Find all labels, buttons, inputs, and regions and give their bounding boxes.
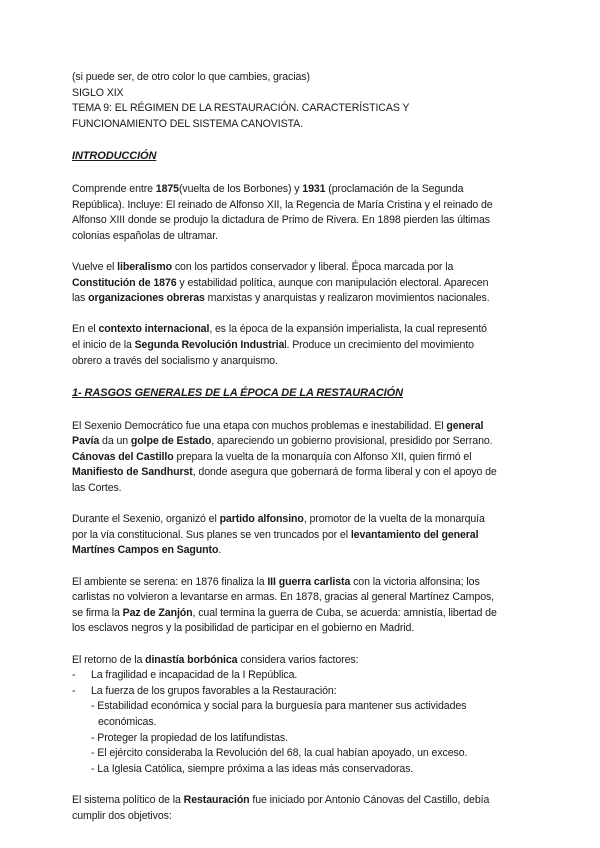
sublist-item: - La Iglesia Católica, siempre próxima a las ideas más conservadoras.	[91, 762, 414, 775]
document-page	[72, 70, 542, 824]
intro-heading: INTRODUCCIÓN	[72, 150, 157, 163]
section1-paragraph-5: El sistema político de la Restauración fue iniciado por Antonio Cánovas del Castillo, debía cumplir dos objetivos:	[72, 793, 490, 822]
favorable-groups-sublist	[72, 699, 542, 777]
sublist-item: - Proteger la propiedad de los latifundistas.	[91, 731, 288, 744]
list-item: - La fuerza de los grupos favorables a la Restauración:	[72, 684, 542, 700]
intro-paragraph-2: Vuelve el liberalismo con los partidos conservador y liberal. Época marcada por la Constitución de 1876 y estabilidad política, aunque con manipulación electoral. Aparecen las organizaciones obreras marxistas y anarquistas y realizaron movimientos nacionales.	[72, 260, 490, 305]
section1-paragraph-1: El Sexenio Democrático fue una etapa con muchos problemas e inestabilidad. El general Pavía da un golpe de Estado, apareciendo un gobierno provisional, presidido por Serrano. Cánovas del Castillo prepara la vuelta de la monarquía con Alfonso XII, quien firmó el Manifiesto de Sandhurst, donde asegura que gobernará de forma liberal y con el apoyo de las Cortes.	[72, 419, 497, 495]
section1-paragraph-2: Durante el Sexenio, organizó el partido alfonsino, promotor de la vuelta de la monarquía por la vía constitucional. Sus planes se ven truncados por el levantamiento del general Martínes Campos en Sagunto.	[72, 513, 485, 557]
sublist-item: - Estabilidad económica y social para la burguesía para mantener sus actividades	[91, 700, 467, 713]
section1-paragraph-4: El retorno de la dinastía borbónica considera varios factores:	[72, 653, 359, 666]
intro-paragraph-1: Comprende entre 1875(vuelta de los Borbones) y 1931 (proclamación de la Segunda República). Incluye: El reinado de Alfonso XII, la Regencia de María Cristina y el reinado de Alfonso XIII donde se produjo la dictadura de Primo de Rivera. En 1898 pierden las últimas colonias españolas de ultramar.	[72, 182, 493, 242]
list-item: - La fragilidad e incapacidad de la I República.	[72, 668, 542, 684]
sublist-item: - El ejército consideraba la Revolución del 68, la cual habían apoyado, un exceso.	[91, 747, 468, 760]
header-block	[72, 70, 542, 132]
factors-list	[72, 668, 542, 699]
section1-paragraph-3: El ambiente se serena: en 1876 finaliza la III guerra carlista con la victoria alfonsina; los carlistas no volvieron a levantarse en armas. En 1878, gracias al general Martínez Campos, se firma la Paz de Zanjón, cual termina la guerra de Cuba, se acuerda: amnistía, libertad de los esclavos negros y la posibilidad de participar en el gobierno en Madrid.	[72, 575, 497, 635]
header-century: SIGLO XIX	[72, 86, 124, 99]
sublist-item-continuation: económicas.	[98, 715, 157, 728]
header-topic-line2: FUNCIONAMIENTO DEL SISTEMA CANOVISTA.	[72, 117, 303, 130]
header-topic-line1: TEMA 9: EL RÉGIMEN DE LA RESTAURACIÓN. CARACTERÍSTICAS Y	[72, 102, 410, 115]
section1-heading: 1- RASGOS GENERALES DE LA ÉPOCA DE LA RESTAURACIÓN	[72, 387, 403, 400]
header-note: (si puede ser, de otro color lo que cambies, gracias)	[72, 71, 310, 83]
intro-paragraph-3: En el contexto internacional, es la época de la expansión imperialista, la cual representó el inicio de la Segunda Revolución Industrial. Produce un crecimiento del movimiento obrero a través del socialismo y anarquismo.	[72, 323, 487, 367]
